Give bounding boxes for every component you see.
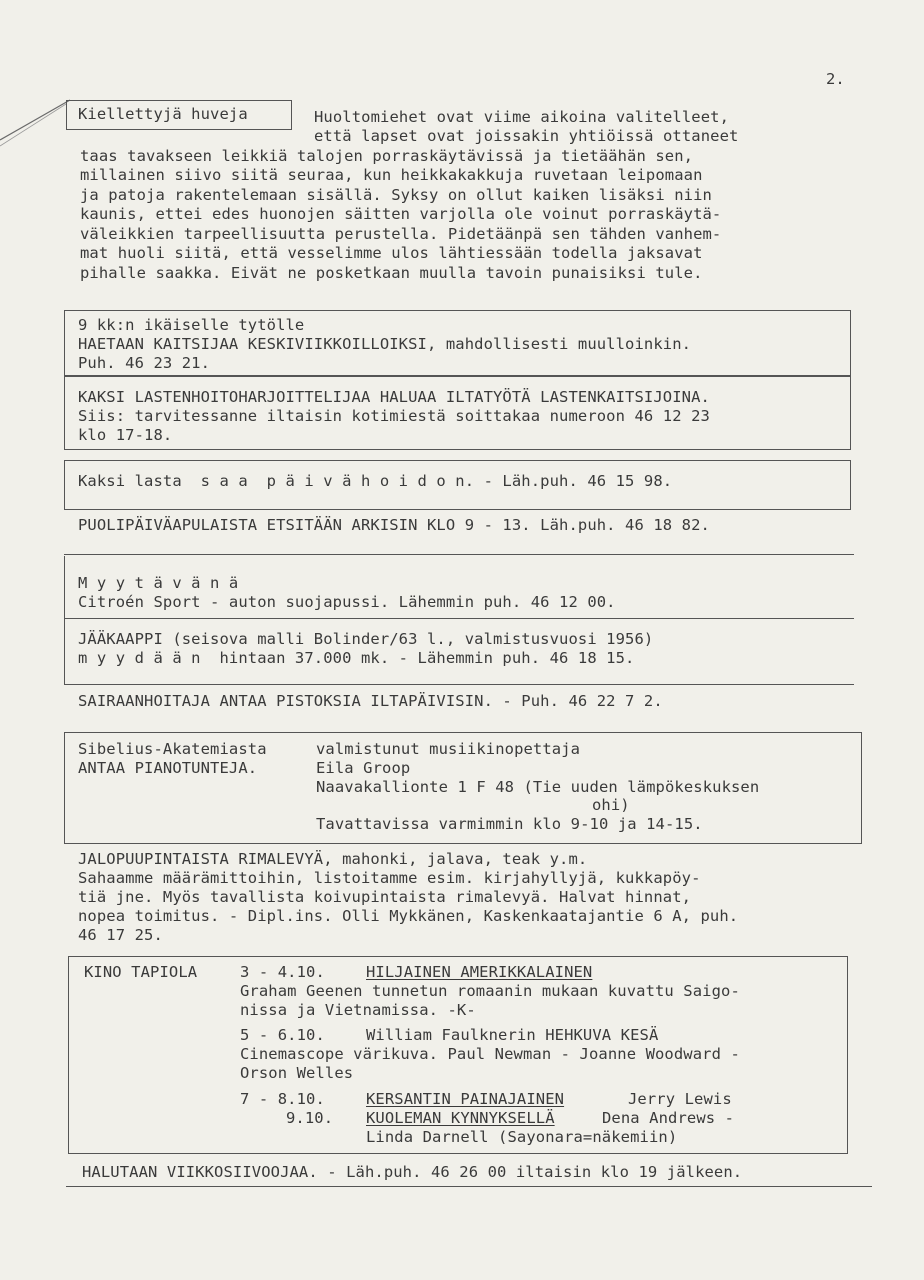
ad-line: nopea toimitus. - Dipl.ins. Olli Mykkänen, Kaskenkaatajantie 6 A, puh. [78, 907, 739, 925]
ad-line: klo 17-18. [78, 426, 173, 444]
ad-line: Sahaamme määrämittoihin, listoitamme esim. kirjahyllyjä, kukkapöy- [78, 869, 701, 887]
intro-line: että lapset ovat joissakin yhtiöissä ottaneet [314, 127, 739, 145]
ad-line: 9 kk:n ikäiselle tytölle [78, 316, 305, 334]
ad-line: Kaksi lasta s a a p ä i v ä h o i d o n. - Läh.puh. 46 15 98. [78, 472, 673, 490]
cinema-actor: Dena Andrews - [602, 1109, 735, 1127]
ad-cleaner: HALUTAAN VIIKKOSIIVOOJAA. - Läh.puh. 46 26 00 iltaisin klo 19 jälkeen. [82, 1163, 743, 1181]
ad-line: KAKSI LASTENHOITOHARJOITTELIJAA HALUAA ILTATYÖTÄ LASTENKAITSIJOINA. [78, 388, 710, 406]
cinema-label: KINO TAPIOLA [84, 963, 198, 981]
page-number: 2. [826, 70, 845, 88]
intro-line: väleikkien tarpeellisuutta perustella. Pidetäänpä sen tähden vanhem- [80, 225, 722, 243]
cinema-title: William Faulknerin HEHKUVA KESÄ [366, 1026, 659, 1044]
piano-right-1: valmistunut musiikinopettaja [316, 740, 581, 758]
intro-line: pihalle saakka. Eivät ne posketkaan muulla tavoin punaisiksi tule. [80, 264, 703, 282]
cinema-title: KERSANTIN PAINAJAINEN [366, 1090, 565, 1108]
ad-line: tiä jne. Myös tavallista koivupintaista rimalevyä. Halvat hinnat, [78, 888, 692, 906]
intro-line: mat huoli siitä, että vesselimme ulos lähtiessään todella jaksavat [80, 244, 703, 262]
piano-line-4: ohi) [592, 796, 630, 814]
intro-line: millainen siivo siitä seuraa, kun heikkakakkuja ruvetaan leipomaan [80, 166, 703, 184]
ad-line: Siis: tarvitessanne iltaisin kotimiestä soittakaa numeroon 46 12 23 [78, 407, 710, 425]
ad-line: Citroén Sport - auton suojapussi. Lähemmin puh. 46 12 00. [78, 593, 616, 611]
cinema-desc: Graham Geenen tunnetun romaanin mukaan kuvattu Saigo- [240, 982, 740, 1000]
piano-right-2: Eila Groop [316, 759, 411, 777]
ad-line: 46 17 25. [78, 926, 163, 944]
piano-left-2: ANTAA PIANOTUNTEJA. [78, 759, 258, 777]
cinema-desc: nissa ja Vietnamissa. -K- [240, 1001, 476, 1019]
cinema-title: KUOLEMAN KYNNYKSELLÄ [366, 1109, 555, 1127]
piano-line-3: Naavakallionte 1 F 48 (Tie uuden lämpökeskuksen [316, 778, 760, 796]
ad-line: m y y d ä ä n hintaan 37.000 mk. - Lähemmin puh. 46 18 15. [78, 649, 635, 667]
divider [64, 554, 854, 555]
ad-line: Puh. 46 23 21. [78, 354, 211, 372]
cinema-date: 9.10. [286, 1109, 334, 1127]
ad-half-day-helper: PUOLIPÄIVÄAPULAISTA ETSITÄÄN ARKISIN KLO 9 - 13. Läh.puh. 46 18 82. [78, 516, 710, 534]
ad-line: HAETAAN KAITSIJAA KESKIVIIKKOILLOIKSI, mahdollisesti muulloinkin. [78, 335, 692, 353]
divider [64, 618, 854, 619]
cinema-desc: Orson Welles [240, 1064, 354, 1082]
cinema-desc: Linda Darnell (Sayonara=näkemiin) [366, 1128, 678, 1146]
divider [64, 556, 65, 684]
divider [64, 684, 854, 685]
divider [66, 1186, 872, 1187]
cinema-date: 7 - 8.10. [240, 1090, 325, 1108]
intro-line: ja patoja rakentelemaan sisällä. Syksy on ollut kaiken lisäksi niin [80, 186, 712, 204]
cinema-date: 3 - 4.10. [240, 963, 325, 981]
intro-heading: Kiellettyjä huveja [78, 105, 248, 123]
cinema-title: HILJAINEN AMERIKKALAINEN [366, 963, 593, 981]
intro-line: kaunis, ettei edes huonojen säitten varjolla ole voinut porraskäytä- [80, 205, 722, 223]
ad-line: JÄÄKAAPPI (seisova malli Bolinder/63 l., valmistusvuosi 1956) [78, 630, 654, 648]
intro-first-line: Huoltomiehet ovat viime aikoina valitelleet, [314, 108, 729, 126]
cinema-date: 5 - 6.10. [240, 1026, 325, 1044]
piano-line-5: Tavattavissa varmimmin klo 9-10 ja 14-15. [316, 815, 703, 833]
cinema-desc: Cinemascope värikuva. Paul Newman - Joanne Woodward - [240, 1045, 740, 1063]
intro-line: taas tavakseen leikkiä talojen porraskäytävissä ja tietäähän sen, [80, 147, 694, 165]
cinema-actor: Jerry Lewis [628, 1090, 732, 1108]
piano-left-1: Sibelius-Akatemiasta [78, 740, 267, 758]
ad-line: JALOPUUPINTAISTA RIMALEVYÄ, mahonki, jalava, teak y.m. [78, 850, 588, 868]
ad-nurse: SAIRAANHOITAJA ANTAA PISTOKSIA ILTAPÄIVISIN. - Puh. 46 22 7 2. [78, 692, 663, 710]
ad-line: M y y t ä v ä n ä [78, 574, 239, 592]
